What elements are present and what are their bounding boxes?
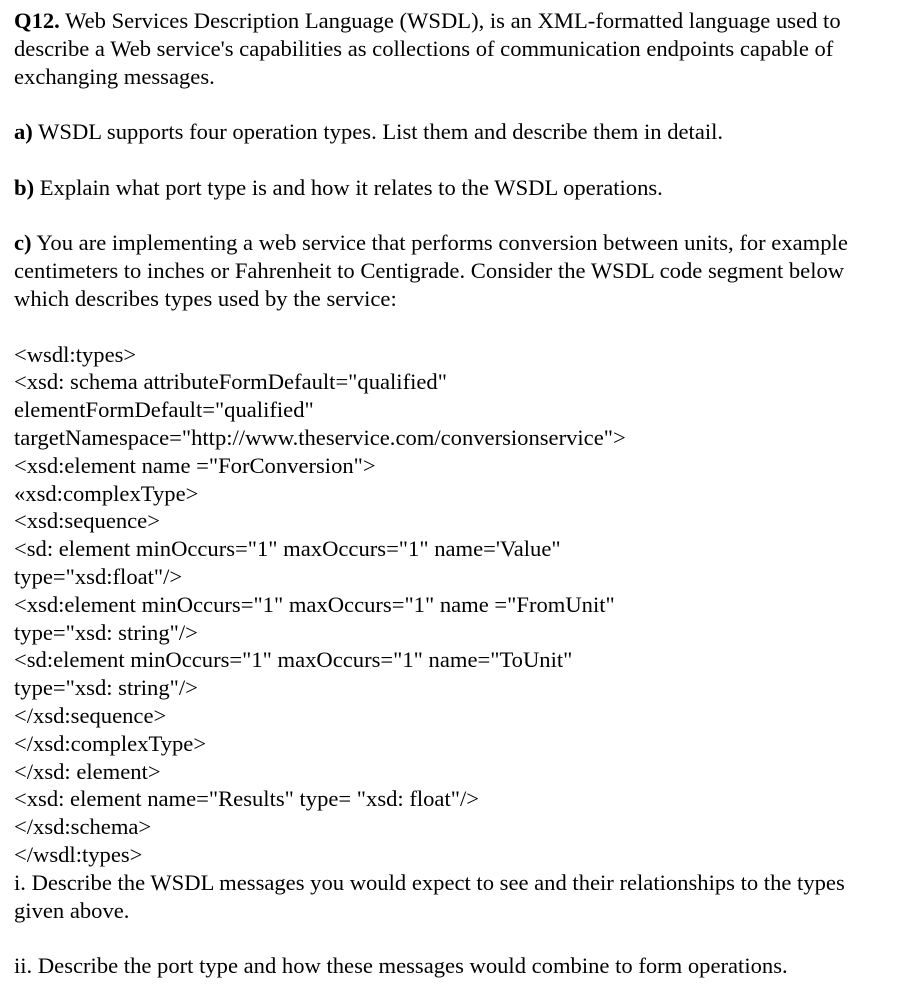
- code-line: <xsd: element name="Results" type= "xsd: float"/>: [14, 786, 479, 812]
- part-a-line: [14, 118, 914, 146]
- code-line: <sd: element minOccurs="1" maxOccurs="1" name='Value": [14, 536, 561, 562]
- spacer: [14, 90, 914, 118]
- question-document: [14, 7, 914, 980]
- spacer: [14, 202, 914, 230]
- code-line: type="xsd: string"/>: [14, 675, 198, 701]
- code-line: </xsd: element>: [14, 758, 161, 784]
- code-line: type="xsd:float"/>: [14, 563, 183, 589]
- part-a: [14, 118, 914, 146]
- code-line: type="xsd: string"/>: [14, 619, 198, 645]
- subpart-i: [14, 869, 914, 925]
- part-c-line: which describes types used by the service:: [14, 285, 397, 311]
- question-number: Q12.: [14, 8, 60, 33]
- code-line: targetNamespace="http://www.theservice.com/conversionservice">: [14, 424, 626, 450]
- part-c-label: c): [14, 230, 32, 256]
- intro-line: exchanging messages.: [14, 63, 215, 89]
- spacer: [14, 924, 914, 952]
- code-line: </xsd:complexType>: [14, 730, 207, 756]
- code-line: elementFormDefault="qualified": [14, 397, 314, 423]
- part-b-line: [14, 174, 914, 202]
- part-c: [14, 229, 914, 312]
- part-c-line: centimeters to inches or Fahrenheit to Centigrade. Consider the WSDL code segment below: [14, 258, 845, 284]
- subpart-ii: [14, 952, 914, 980]
- code-line: <xsd: schema attributeFormDefault="qualified": [14, 369, 447, 395]
- part-b-text: Explain what port type is and how it relates to the WSDL operations.: [39, 174, 663, 200]
- intro-line: describe a Web service's capabilities as collections of communication endpoints capable of: [14, 35, 834, 61]
- part-a-text: WSDL supports four operation types. List them and describe them in detail.: [38, 119, 724, 145]
- code-line: <sd:element minOccurs="1" maxOccurs="1" name="ToUnit": [14, 647, 573, 673]
- wsdl-code-segment: [14, 341, 914, 869]
- part-a-label: a): [14, 119, 33, 145]
- subpart-ii-line: ii. Describe the port type and how these messages would combine to form operations.: [14, 953, 788, 979]
- subpart-i-line: given above.: [14, 897, 130, 923]
- part-b-label: b): [14, 174, 35, 200]
- code-line: </xsd:schema>: [14, 814, 152, 840]
- part-c-text: You are implementing a web service that performs conversion between units, for example: [36, 230, 848, 256]
- code-line: <xsd:sequence>: [14, 508, 160, 534]
- intro-line: [14, 7, 914, 35]
- subpart-i-line: i. Describe the WSDL messages you would expect to see and their relationships to the types: [14, 869, 845, 895]
- spacer: [14, 146, 914, 174]
- code-line: <xsd:element name ="ForConversion">: [14, 452, 376, 478]
- code-line: </xsd:sequence>: [14, 702, 167, 728]
- code-line: <wsdl:types>: [14, 341, 137, 367]
- spacer: [14, 313, 914, 341]
- code-line: «xsd:complexType>: [14, 480, 199, 506]
- part-c-line: [14, 229, 914, 257]
- part-b: [14, 174, 914, 202]
- question-intro: [14, 7, 914, 90]
- code-line: </wsdl:types>: [14, 841, 143, 867]
- code-line: <xsd:element minOccurs="1" maxOccurs="1" name ="FromUnit": [14, 591, 615, 617]
- intro-text: Web Services Description Language (WSDL), is an XML-formatted language used to: [65, 8, 841, 33]
